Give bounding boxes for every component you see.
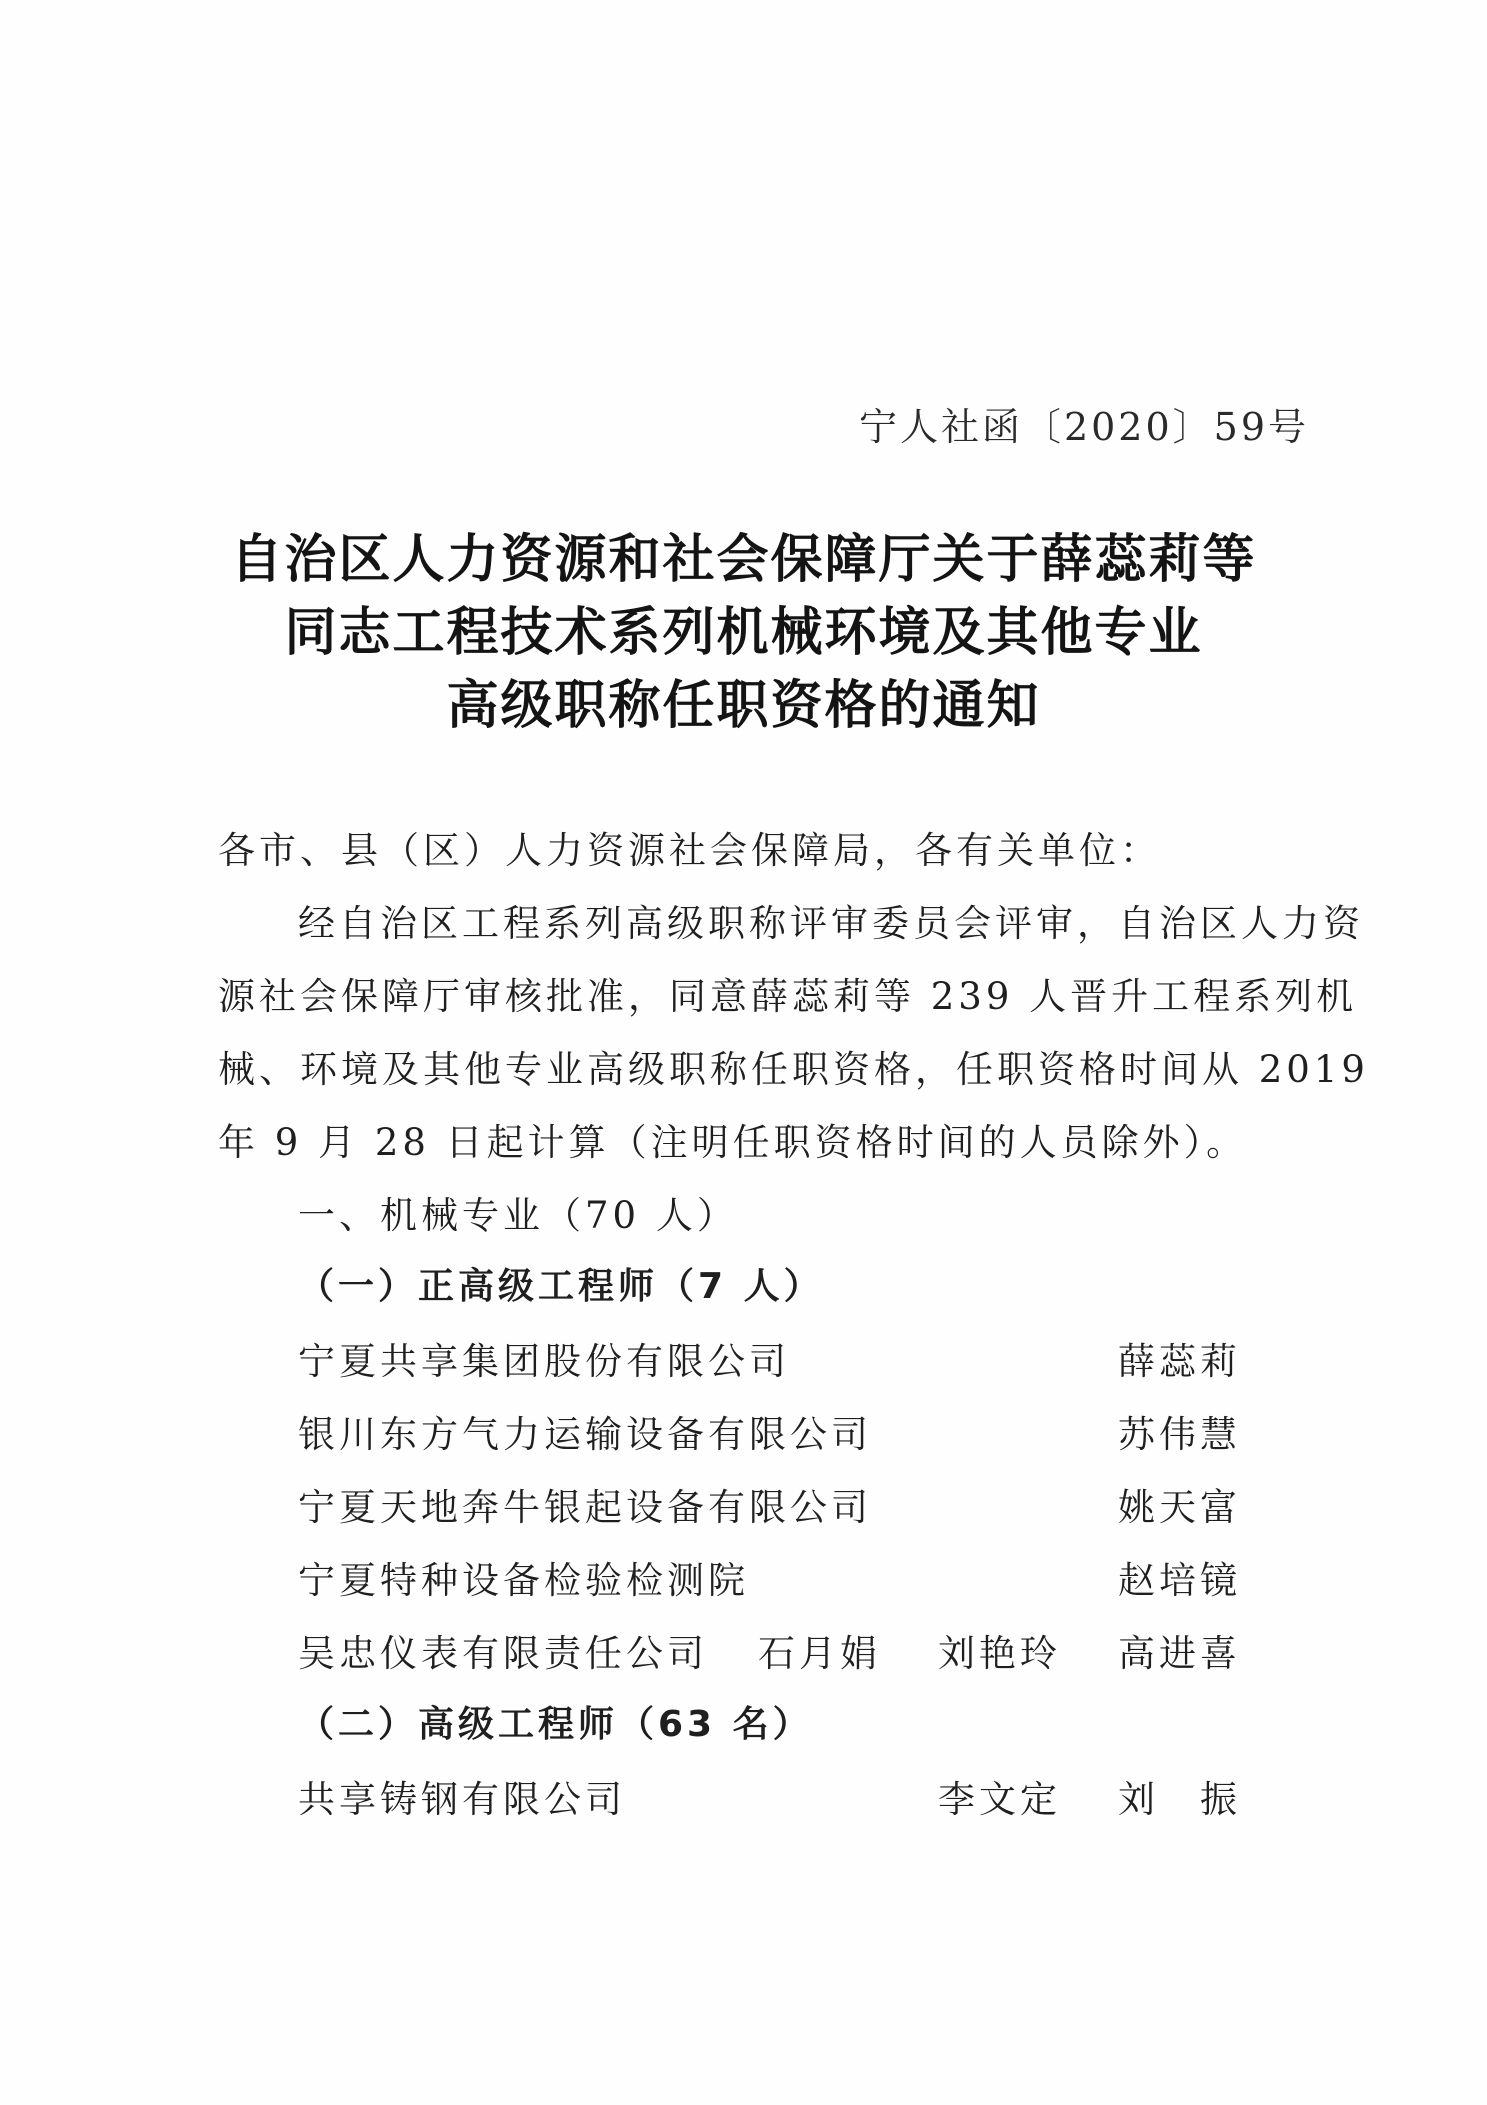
body-line-1: 经自治区工程系列高级职称评审委员会评审，自治区人力资 — [298, 902, 1364, 945]
title-line-3: 高级职称任职资格的通知 — [446, 676, 1041, 736]
person-name: 李文定 — [938, 1778, 1061, 1821]
list-item — [298, 1769, 1241, 1821]
list-item — [298, 1404, 1241, 1456]
person-name: 赵培镜 — [1118, 1559, 1241, 1602]
person-name: 高进喜 — [1118, 1632, 1241, 1675]
addressee: 各市、县（区）人力资源社会保障局，各有关单位： — [218, 829, 1161, 872]
section-heading-machinery: 一、机械专业（70 人） — [298, 1194, 738, 1237]
person-name: 石月娟 — [758, 1632, 881, 1675]
organization-name: 宁夏共享集团股份有限公司 — [298, 1340, 790, 1383]
organization-name: 宁夏天地奔牛银起设备有限公司 — [298, 1486, 872, 1529]
body-line-2: 源社会保障厅审核批准，同意薛蕊莉等 239 人晋升工程系列机 — [218, 975, 1358, 1018]
organization-name: 共享铸钢有限公司 — [298, 1778, 626, 1821]
document-title — [150, 524, 1337, 743]
body-line-4: 年 9 月 28 日起计算（注明任职资格时间的人员除外）。 — [218, 1121, 1248, 1164]
organization-name: 银川东方气力运输设备有限公司 — [298, 1413, 872, 1456]
list-item — [298, 1623, 1241, 1675]
document-number: 宁人社函〔2020〕59号 — [858, 405, 1309, 449]
list-item — [298, 1550, 1241, 1602]
subsection-heading-senior-professor: （一）正高级工程师（7 人） — [298, 1266, 824, 1307]
list-item — [298, 1331, 1241, 1383]
subsection-heading-senior-engineer: （二）高级工程师（63 名） — [298, 1704, 813, 1745]
organization-name: 宁夏特种设备检验检测院 — [298, 1559, 749, 1602]
person-name: 姚天富 — [1118, 1486, 1241, 1529]
title-line-1: 自治区人力资源和社会保障厅关于薛蕊莉等 — [230, 530, 1257, 590]
body-line-3: 械、环境及其他专业高级职称任职资格，任职资格时间从 2019 — [218, 1048, 1369, 1091]
person-name: 苏伟慧 — [1118, 1413, 1241, 1456]
organization-name: 吴忠仪表有限责任公司 — [298, 1632, 708, 1675]
person-name: 薛蕊莉 — [1118, 1340, 1241, 1383]
list-item — [298, 1477, 1241, 1529]
person-name: 刘 振 — [1118, 1778, 1241, 1821]
title-line-2: 同志工程技术系列机械环境及其他专业 — [284, 603, 1203, 663]
person-name: 刘艳玲 — [938, 1632, 1061, 1675]
